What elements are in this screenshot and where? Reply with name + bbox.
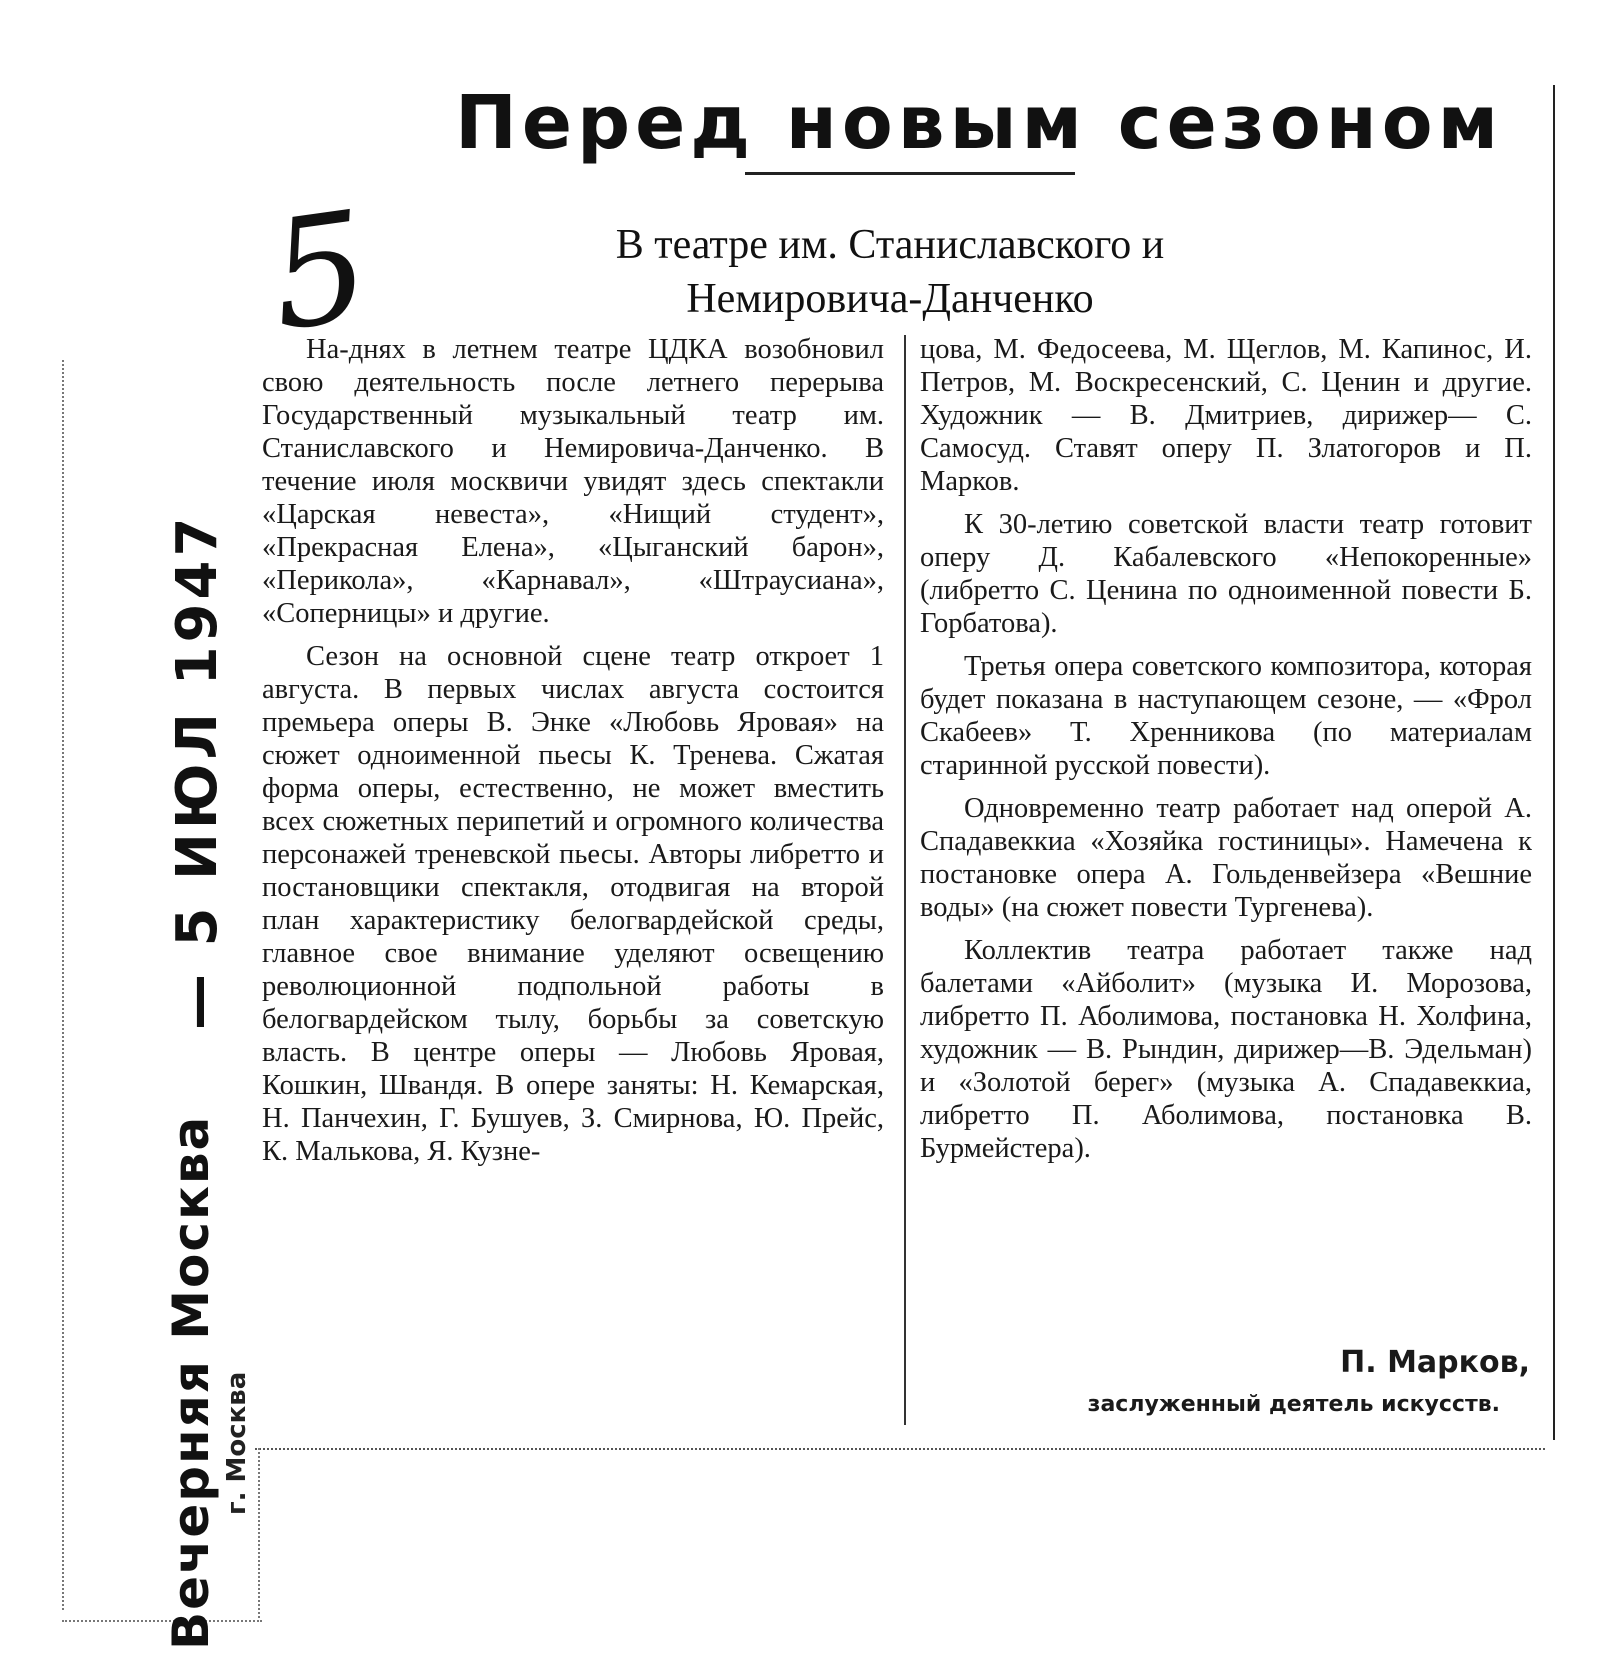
paragraph: Третья опера советского композитора, которая будет показана в наступающем сезоне, — «Фрол Скабеев» Т. Хренникова (по материалам старинной русской повести). (920, 651, 1532, 781)
stamp-city: г. Москва (222, 1371, 252, 1515)
paragraph: цова, М. Федосеева, М. Щеглов, М. Капинос, И. Петров, М. Воскресенский, С. Ценин и другие. Художник — В. Дмитриев, дирижер— С. Самосуд. Ставят оперу П. Златогоров и П. Марков. (920, 334, 1532, 497)
author-signature: П. Марков, (1340, 1345, 1530, 1380)
article-column-left (262, 333, 884, 1168)
article-headline: Перед новым сезоном (455, 80, 1504, 166)
paragraph: На-днях в летнем театре ЦДКА возобновил свою деятельность после летнего перерыва Государственный музыкальный театр им. Станиславского и Немировича-Данченко. В течение июля москвичи увидят здесь спектакли «Царская невеста», «Нищий студент», «Прекрасная Елена», «Цыганский барон», «Периколa», «Карнавал», «Штраусиана», «Соперницы» и другие. (262, 334, 884, 629)
article-column-right (920, 333, 1532, 1165)
article-subheadline: В театре им. Станиславского и Немировича-Данченко (615, 222, 1165, 322)
stamp-newspaper: Вечерняя Москва (162, 1114, 220, 1650)
scan-edge-left (62, 360, 64, 1610)
scan-edge-right (1553, 85, 1555, 1440)
paragraph: Одновременно театр работает над оперой А. Спадавеккиа «Хозяйка гостиницы». Намечена к постановке опера А. Гольденвейзера «Вешние воды» (на сюжет повести Тургенева). (920, 793, 1532, 923)
headline-rule (745, 172, 1075, 175)
stamp-date: — 5 ИЮЛ 1947 (165, 513, 230, 1030)
paragraph: Коллектив театра работает также над балетами «Айболит» (музыка И. Морозова, либретто П. Аболимова, постановка Н. Холфина, художник — В. Рындин, дирижер—В. Эдельман) и «Золотой берег» (музыка А. Спадавеккиа, либретто П. Аболимова, постановка В. Бурмейстера). (920, 935, 1532, 1164)
handwritten-page-number: 5 (260, 179, 380, 365)
scan-edge-mid (258, 1448, 260, 1618)
author-title: заслуженный деятель искусств. (1087, 1392, 1500, 1417)
paragraph: Сезон на основной сцене театр откроет 1 августа. В первых числах августа состоится премьера оперы В. Энке «Любовь Яровая» на сюжет одноименной пьесы К. Тренева. Сжатая форма оперы, естественно, не может вместить всех сюжетных перипетий и огромного количества персонажей треневской пьесы. Авторы либретто и постановщики спектакля, отодвигая на второй план характеристику белогвардейской среды, главное свое внимание уделяют освещению революционной подпольной работы в белогвардейском тылу, борьбы за советскую власть. В центре оперы — Любовь Яровая, Кошкин, Швандя. В опере заняты: Н. Кемарская, Н. Панчехин, Г. Бушуев, З. Смирнова, Ю. Прейс, К. Малькова, Я. Кузне- (262, 641, 884, 1167)
paragraph: К 30-летию советской власти театр готовит оперу Д. Кабалевского «Непокоренные» (либретто С. Ценина по одноименной повести Б. Горбатова). (920, 509, 1532, 639)
scan-edge-bottom (255, 1448, 1545, 1450)
column-divider (904, 335, 906, 1425)
